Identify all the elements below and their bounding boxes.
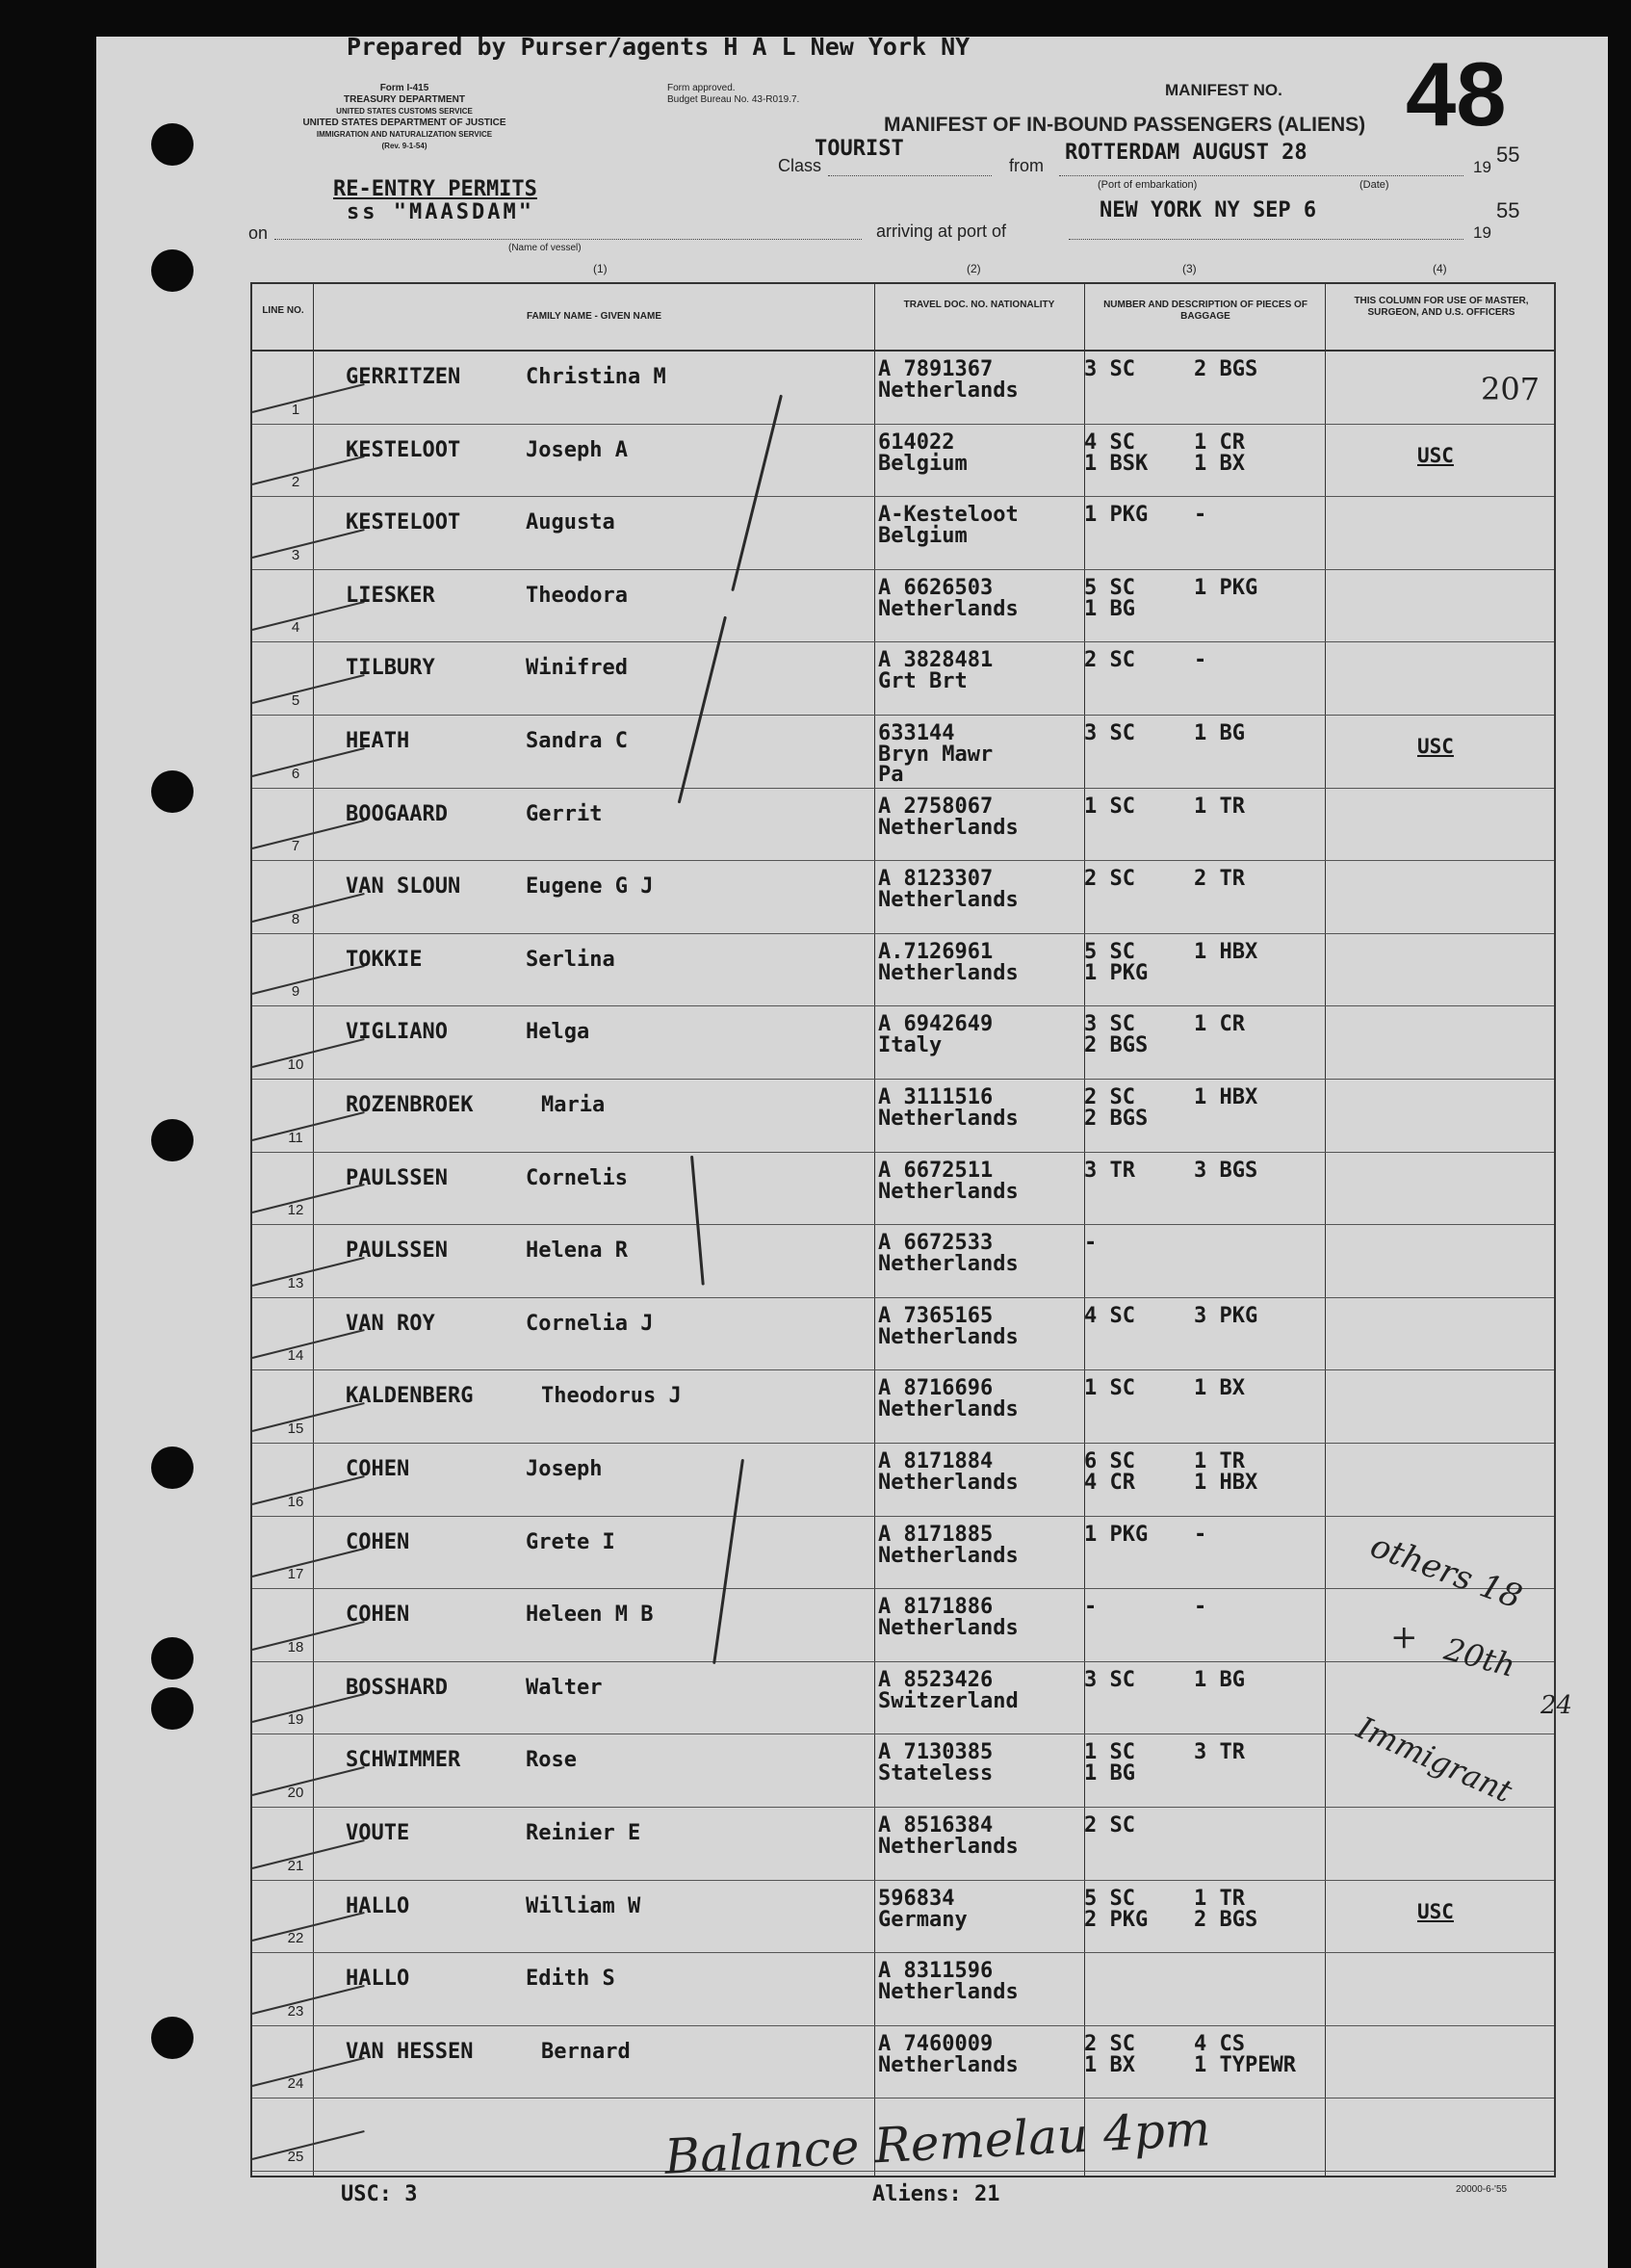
baggage-count: 1 TR [1194, 1449, 1245, 1473]
baggage-count: 2 BGS [1084, 1033, 1149, 1058]
baggage-count: 1 HBX [1194, 939, 1258, 964]
side-note: others 18 [1365, 1526, 1527, 1617]
nationality: Netherlands [878, 888, 1019, 913]
from-label: from [1009, 156, 1044, 175]
given-name: Joseph [526, 1457, 603, 1481]
manifest-title: MANIFEST OF IN-BOUND PASSENGERS (ALIENS) [884, 114, 1366, 136]
table-row [252, 2026, 1554, 2099]
baggage-count: 2 BGS [1194, 357, 1258, 381]
family-name: PAULSSEN [346, 1238, 448, 1264]
baggage-count: 5 SC [1084, 575, 1135, 600]
line-no-header: LINE NO. [262, 305, 304, 316]
baggage-count: 1 BG [1194, 1667, 1245, 1692]
baggage-count: 3 BGS [1194, 1158, 1258, 1183]
baggage-count: 1 BG [1084, 1761, 1135, 1786]
line-number: 12 [287, 1202, 304, 1219]
baggage-count: 1 BG [1194, 721, 1245, 745]
vessel-name-label: (Name of vessel) [508, 243, 582, 253]
table-row [252, 1808, 1554, 1880]
travel-doc-number: A 6672533 [878, 1231, 994, 1256]
travel-doc-number: A 6942649 [878, 1012, 994, 1037]
baggage-count: 4 SC [1084, 1303, 1135, 1328]
table-row [252, 789, 1554, 861]
baggage-count: 3 TR [1194, 1740, 1245, 1765]
family-name: BOOGAARD [346, 801, 448, 826]
given-name: Helena R [526, 1238, 628, 1264]
baggage-count: 1 PKG [1084, 503, 1149, 528]
family-name: COHEN [346, 1603, 410, 1628]
given-name: Cornelia J [526, 1311, 654, 1336]
nationality: Netherlands [878, 815, 1019, 840]
nationality: Italy [878, 1033, 943, 1058]
officer-mark: USC [1417, 735, 1454, 758]
baggage-count: 1 SC [1084, 794, 1135, 819]
travel-doc-number: A 3111516 [878, 1085, 994, 1109]
travel-doc-number: 596834 [878, 1886, 955, 1911]
budget-bureau: Budget Bureau No. 43-R019.7. [667, 94, 800, 105]
baggage-count: 1 SC [1084, 1740, 1135, 1765]
family-name: PAULSSEN [346, 1165, 448, 1190]
baggage-count: - [1194, 648, 1207, 673]
family-name: BOSSHARD [346, 1675, 448, 1700]
nationality: Netherlands [878, 1835, 1019, 1859]
on-label: on [248, 223, 269, 243]
line-number: 2 [291, 474, 300, 491]
punch-hole [151, 249, 194, 292]
given-name: Christina M [526, 365, 666, 389]
baggage-count: 1 BX [1194, 1376, 1245, 1401]
nationality: Germany [878, 1907, 968, 1932]
table-row [252, 934, 1554, 1006]
nationality: Stateless [878, 1761, 994, 1786]
nationality: Netherlands [878, 1107, 1019, 1131]
form-number: Form I-415 [379, 83, 429, 93]
line-number: 9 [291, 983, 300, 1001]
travel-doc-number: A 8123307 [878, 867, 994, 892]
baggage-count: 4 CS [1194, 2031, 1245, 2056]
nationality: Netherlands [878, 960, 1019, 985]
baggage-count: 2 TR [1194, 867, 1245, 892]
nationality: Bryn Mawr [878, 743, 994, 767]
line-number: 3 [291, 546, 300, 563]
column-number: (3) [1182, 262, 1197, 275]
line-number: 7 [291, 838, 300, 855]
table-row [252, 1298, 1554, 1370]
aliens-total: Aliens: 21 [872, 2182, 1000, 2206]
baggage-count: - [1084, 1595, 1098, 1620]
table-row [252, 1080, 1554, 1152]
arriving-label: arriving at port of [876, 222, 1007, 241]
line-number: 16 [287, 1493, 304, 1510]
travel-doc-number: A 8171885 [878, 1522, 994, 1547]
baggage-count: 3 SC [1084, 1012, 1135, 1037]
passenger-table [250, 282, 1556, 2177]
family-name: HALLO [346, 1967, 410, 1992]
side-note: Immigrant [1351, 1708, 1518, 1811]
table-row [252, 716, 1554, 788]
table-row [252, 1006, 1554, 1079]
travel-doc-number: A-Kesteloot [878, 503, 1019, 528]
travel-doc-number: A 6672511 [878, 1158, 994, 1183]
table-row [252, 352, 1554, 424]
line-number: 11 [288, 1129, 303, 1146]
table-row [252, 425, 1554, 497]
baggage-count: 4 SC [1084, 430, 1135, 455]
travel-doc-number: A 8311596 [878, 1959, 994, 1984]
date-label: (Date) [1359, 179, 1389, 191]
given-name: Heleen M B [526, 1603, 654, 1628]
punch-hole [151, 2017, 194, 2059]
side-note: + [1390, 1618, 1418, 1656]
port-embark-label: (Port of embarkation) [1098, 179, 1198, 191]
family-name: GERRITZEN [346, 365, 461, 389]
class-value: TOURIST [815, 137, 904, 161]
given-name: Maria [541, 1093, 606, 1117]
baggage-count: 1 TYPEWR [1194, 2052, 1296, 2077]
nationality: Switzerland [878, 1688, 1019, 1713]
given-name: Augusta [526, 510, 615, 535]
travel-doc-number: A.7126961 [878, 939, 994, 964]
given-name: Winifred [526, 656, 628, 681]
travel-doc-number: A 2758067 [878, 794, 994, 819]
nationality: Netherlands [878, 1179, 1019, 1204]
table-row [252, 497, 1554, 569]
travel-doc-number: A 8523426 [878, 1667, 994, 1692]
manifest-number: 48 [1406, 43, 1507, 144]
line-number: 19 [287, 1711, 304, 1729]
side-note: 24 [1540, 1691, 1573, 1720]
dept-line: UNITED STATES DEPARTMENT OF JUSTICE [302, 117, 506, 128]
baggage-count: 2 PKG [1084, 1907, 1149, 1932]
department-block [221, 83, 587, 152]
family-name: LIESKER [346, 583, 435, 608]
punch-hole [151, 123, 194, 166]
line-number: 1 [291, 401, 300, 418]
baggage-count: 1 PKG [1084, 1522, 1149, 1547]
baggage-count: 2 BGS [1194, 1907, 1258, 1932]
baggage-count: 2 SC [1084, 648, 1135, 673]
table-row [252, 861, 1554, 933]
baggage-count: 2 SC [1084, 867, 1135, 892]
officers-header: THIS COLUMN FOR USE OF MASTER, SURGEON, AND U.S. OFFICERS [1354, 296, 1529, 318]
family-name: ROZENBROEK [346, 1093, 474, 1117]
family-name: VIGLIANO [346, 1020, 448, 1045]
travel-doc-number: A 8171884 [878, 1449, 994, 1473]
punch-hole [151, 770, 194, 813]
baggage-count: 1 HBX [1194, 1085, 1258, 1109]
travel-doc-number: A 7365165 [878, 1303, 994, 1328]
table-row [252, 1517, 1554, 1589]
given-name: Reinier E [526, 1821, 641, 1845]
baggage-count: 1 TR [1194, 1886, 1245, 1911]
travel-doc-header: TRAVEL DOC. NO. NATIONALITY [903, 300, 1055, 310]
baggage-count: - [1194, 1595, 1207, 1620]
table-row [252, 1589, 1554, 1661]
family-name: HEATH [346, 729, 410, 753]
nationality: Netherlands [878, 1324, 1019, 1349]
nationality: Netherlands [878, 1471, 1019, 1495]
baggage-count: 1 BX [1194, 451, 1245, 476]
baggage-count: 2 SC [1084, 1813, 1135, 1838]
baggage-count: 3 SC [1084, 1667, 1135, 1692]
nationality: Grt Brt [878, 669, 968, 694]
vessel-name: ss "MAASDAM" [347, 200, 534, 224]
baggage-count: 1 PKG [1194, 575, 1258, 600]
signature: Balance Remelau 4pm [662, 2100, 1212, 2185]
family-name: COHEN [346, 1529, 410, 1554]
travel-doc-number: A 8716696 [878, 1376, 994, 1401]
given-name: Serlina [526, 947, 615, 972]
line-number: 8 [291, 910, 300, 927]
officer-mark: USC [1417, 443, 1454, 467]
travel-doc-number: A 7130385 [878, 1740, 994, 1765]
nationality: Netherlands [878, 596, 1019, 621]
baggage-count: 2 SC [1084, 1085, 1135, 1109]
baggage-count: 1 CR [1194, 430, 1245, 455]
nationality: Belgium [878, 524, 968, 549]
nationality: Netherlands [878, 378, 1019, 403]
side-note: 20th [1440, 1630, 1519, 1684]
given-name: Edith S [526, 1967, 615, 1992]
travel-doc-number: A 7460009 [878, 2031, 994, 2056]
line-number: 21 [287, 1857, 304, 1874]
form-approved-block [667, 83, 799, 106]
punch-hole [151, 1637, 194, 1680]
travel-doc-number: A 8516384 [878, 1813, 994, 1838]
column-number: (2) [967, 262, 981, 275]
given-name: Rose [526, 1748, 577, 1773]
name-header: FAMILY NAME - GIVEN NAME [526, 311, 661, 322]
arriving-value: NEW YORK NY SEP 6 [1100, 198, 1317, 222]
form-approved: Form approved. [667, 83, 736, 93]
line-number: 4 [291, 619, 300, 637]
given-name: Theodora [526, 583, 628, 608]
baggage-count: 3 SC [1084, 721, 1135, 745]
year-value: 55 [1496, 143, 1520, 167]
dept-line: TREASURY DEPARTMENT [344, 94, 465, 105]
baggage-count: 5 SC [1084, 1886, 1135, 1911]
family-name: VOUTE [346, 1821, 410, 1845]
line-number: 15 [287, 1420, 304, 1437]
line-number: 18 [287, 1638, 304, 1655]
baggage-count: 5 SC [1084, 939, 1135, 964]
baggage-count: - [1194, 503, 1207, 528]
table-row [252, 1953, 1554, 2025]
line-number: 10 [287, 1056, 304, 1073]
year-prefix: 19 [1473, 158, 1491, 176]
nationality: Belgium [878, 451, 968, 476]
family-name: VAN ROY [346, 1311, 435, 1336]
line-number: 14 [287, 1347, 304, 1365]
family-name: VAN HESSEN [346, 2039, 474, 2064]
family-name: COHEN [346, 1457, 410, 1481]
nationality: Netherlands [878, 2052, 1019, 2077]
baggage-count: 1 SC [1084, 1376, 1135, 1401]
family-name: KALDENBERG [346, 1384, 474, 1409]
baggage-count: 1 CR [1194, 1012, 1245, 1037]
punch-hole [151, 1447, 194, 1489]
officer-mark: USC [1417, 1899, 1454, 1923]
baggage-header: NUMBER AND DESCRIPTION OF PIECES OF BAGGAGE [1103, 300, 1307, 322]
given-name: Joseph A [526, 437, 628, 462]
given-name: Eugene G J [526, 874, 654, 899]
given-name: Sandra C [526, 729, 628, 753]
baggage-count: 6 SC [1084, 1449, 1135, 1473]
table-row [252, 1370, 1554, 1443]
baggage-count: 1 HBX [1194, 1471, 1258, 1495]
column-number: (4) [1433, 262, 1447, 275]
dept-line: IMMIGRATION AND NATURALIZATION SERVICE [316, 130, 493, 139]
baggage-count: 3 TR [1084, 1158, 1135, 1183]
dept-line: (Rev. 9-1-54) [381, 142, 427, 150]
family-name: HALLO [346, 1893, 410, 1918]
punch-hole [151, 1687, 194, 1730]
year-prefix-2: 19 [1473, 223, 1491, 242]
baggage-count: - [1194, 1522, 1207, 1547]
given-name: Cornelis [526, 1165, 628, 1190]
family-name: KESTELOOT [346, 510, 461, 535]
class-label: Class [778, 156, 822, 175]
family-name: SCHWIMMER [346, 1748, 461, 1773]
nationality: Netherlands [878, 1980, 1019, 2005]
baggage-count: 1 PKG [1084, 960, 1149, 985]
baggage-count: 1 BX [1084, 2052, 1135, 2077]
baggage-count: 3 SC [1084, 357, 1135, 381]
line-number: 13 [287, 1274, 304, 1291]
dotted-line [828, 175, 992, 176]
dotted-line [1059, 175, 1463, 176]
line-number: 23 [287, 2002, 304, 2020]
line-number: 5 [291, 691, 300, 709]
column-number: (1) [593, 262, 608, 275]
table-row [252, 1225, 1554, 1297]
travel-doc-number: A 7891367 [878, 357, 994, 381]
nationality: Netherlands [878, 1397, 1019, 1422]
table-row [252, 1444, 1554, 1516]
baggage-count: 2 SC [1084, 2031, 1135, 2056]
family-name: TILBURY [346, 656, 435, 681]
travel-doc-number: A 6626503 [878, 575, 994, 600]
line-number: 22 [287, 1930, 304, 1947]
family-name: KESTELOOT [346, 437, 461, 462]
dept-line: UNITED STATES CUSTOMS SERVICE [336, 107, 473, 116]
table-row [252, 570, 1554, 642]
given-name: Bernard [541, 2039, 631, 2064]
nationality: Netherlands [878, 1543, 1019, 1568]
from-value: ROTTERDAM AUGUST 28 [1065, 141, 1307, 165]
baggage-count: - [1084, 1231, 1098, 1256]
baggage-count: 4 CR [1084, 1471, 1135, 1495]
travel-doc-number: 633144 [878, 721, 955, 745]
given-name: Grete I [526, 1529, 615, 1554]
table-row [252, 1153, 1554, 1225]
officer-mark: 207 [1481, 371, 1540, 407]
travel-doc-number: A 8171886 [878, 1595, 994, 1620]
given-name: Helga [526, 1020, 590, 1045]
usc-total: USC: 3 [341, 2182, 418, 2206]
reentry-permits: RE-ENTRY PERMITS [333, 177, 537, 201]
line-number: 20 [287, 1784, 304, 1801]
family-name: TOKKIE [346, 947, 423, 972]
table-row [252, 642, 1554, 715]
nationality: Netherlands [878, 1616, 1019, 1641]
travel-doc-number: A 3828481 [878, 648, 994, 673]
year-value-2: 55 [1496, 198, 1520, 222]
manifest-no-label: MANIFEST NO. [1165, 81, 1282, 99]
dotted-line [1069, 239, 1463, 240]
baggage-count: 1 BSK [1084, 451, 1149, 476]
given-name: Gerrit [526, 801, 603, 826]
baggage-count: 2 BGS [1084, 1107, 1149, 1131]
line-number: 24 [287, 2075, 304, 2093]
prepared-by-line: Prepared by Purser/agents H A L New York NY [347, 33, 971, 61]
family-name: VAN SLOUN [346, 874, 461, 899]
dotted-line [274, 239, 862, 240]
baggage-count: 1 BG [1084, 596, 1135, 621]
form-code: 20000-6-'55 [1456, 2184, 1508, 2195]
table-row [252, 1881, 1554, 1953]
nationality: Netherlands [878, 1252, 1019, 1277]
nationality-line-2: Pa [878, 763, 904, 787]
baggage-count: 1 TR [1194, 794, 1245, 819]
given-name: William W [526, 1893, 641, 1918]
travel-doc-number: 614022 [878, 430, 955, 455]
line-number: 17 [287, 1566, 304, 1583]
punch-hole [151, 1119, 194, 1161]
given-name: Theodorus J [541, 1384, 682, 1409]
line-number: 25 [287, 2148, 304, 2165]
line-number: 6 [291, 765, 300, 782]
given-name: Walter [526, 1675, 603, 1700]
baggage-count: 3 PKG [1194, 1303, 1258, 1328]
